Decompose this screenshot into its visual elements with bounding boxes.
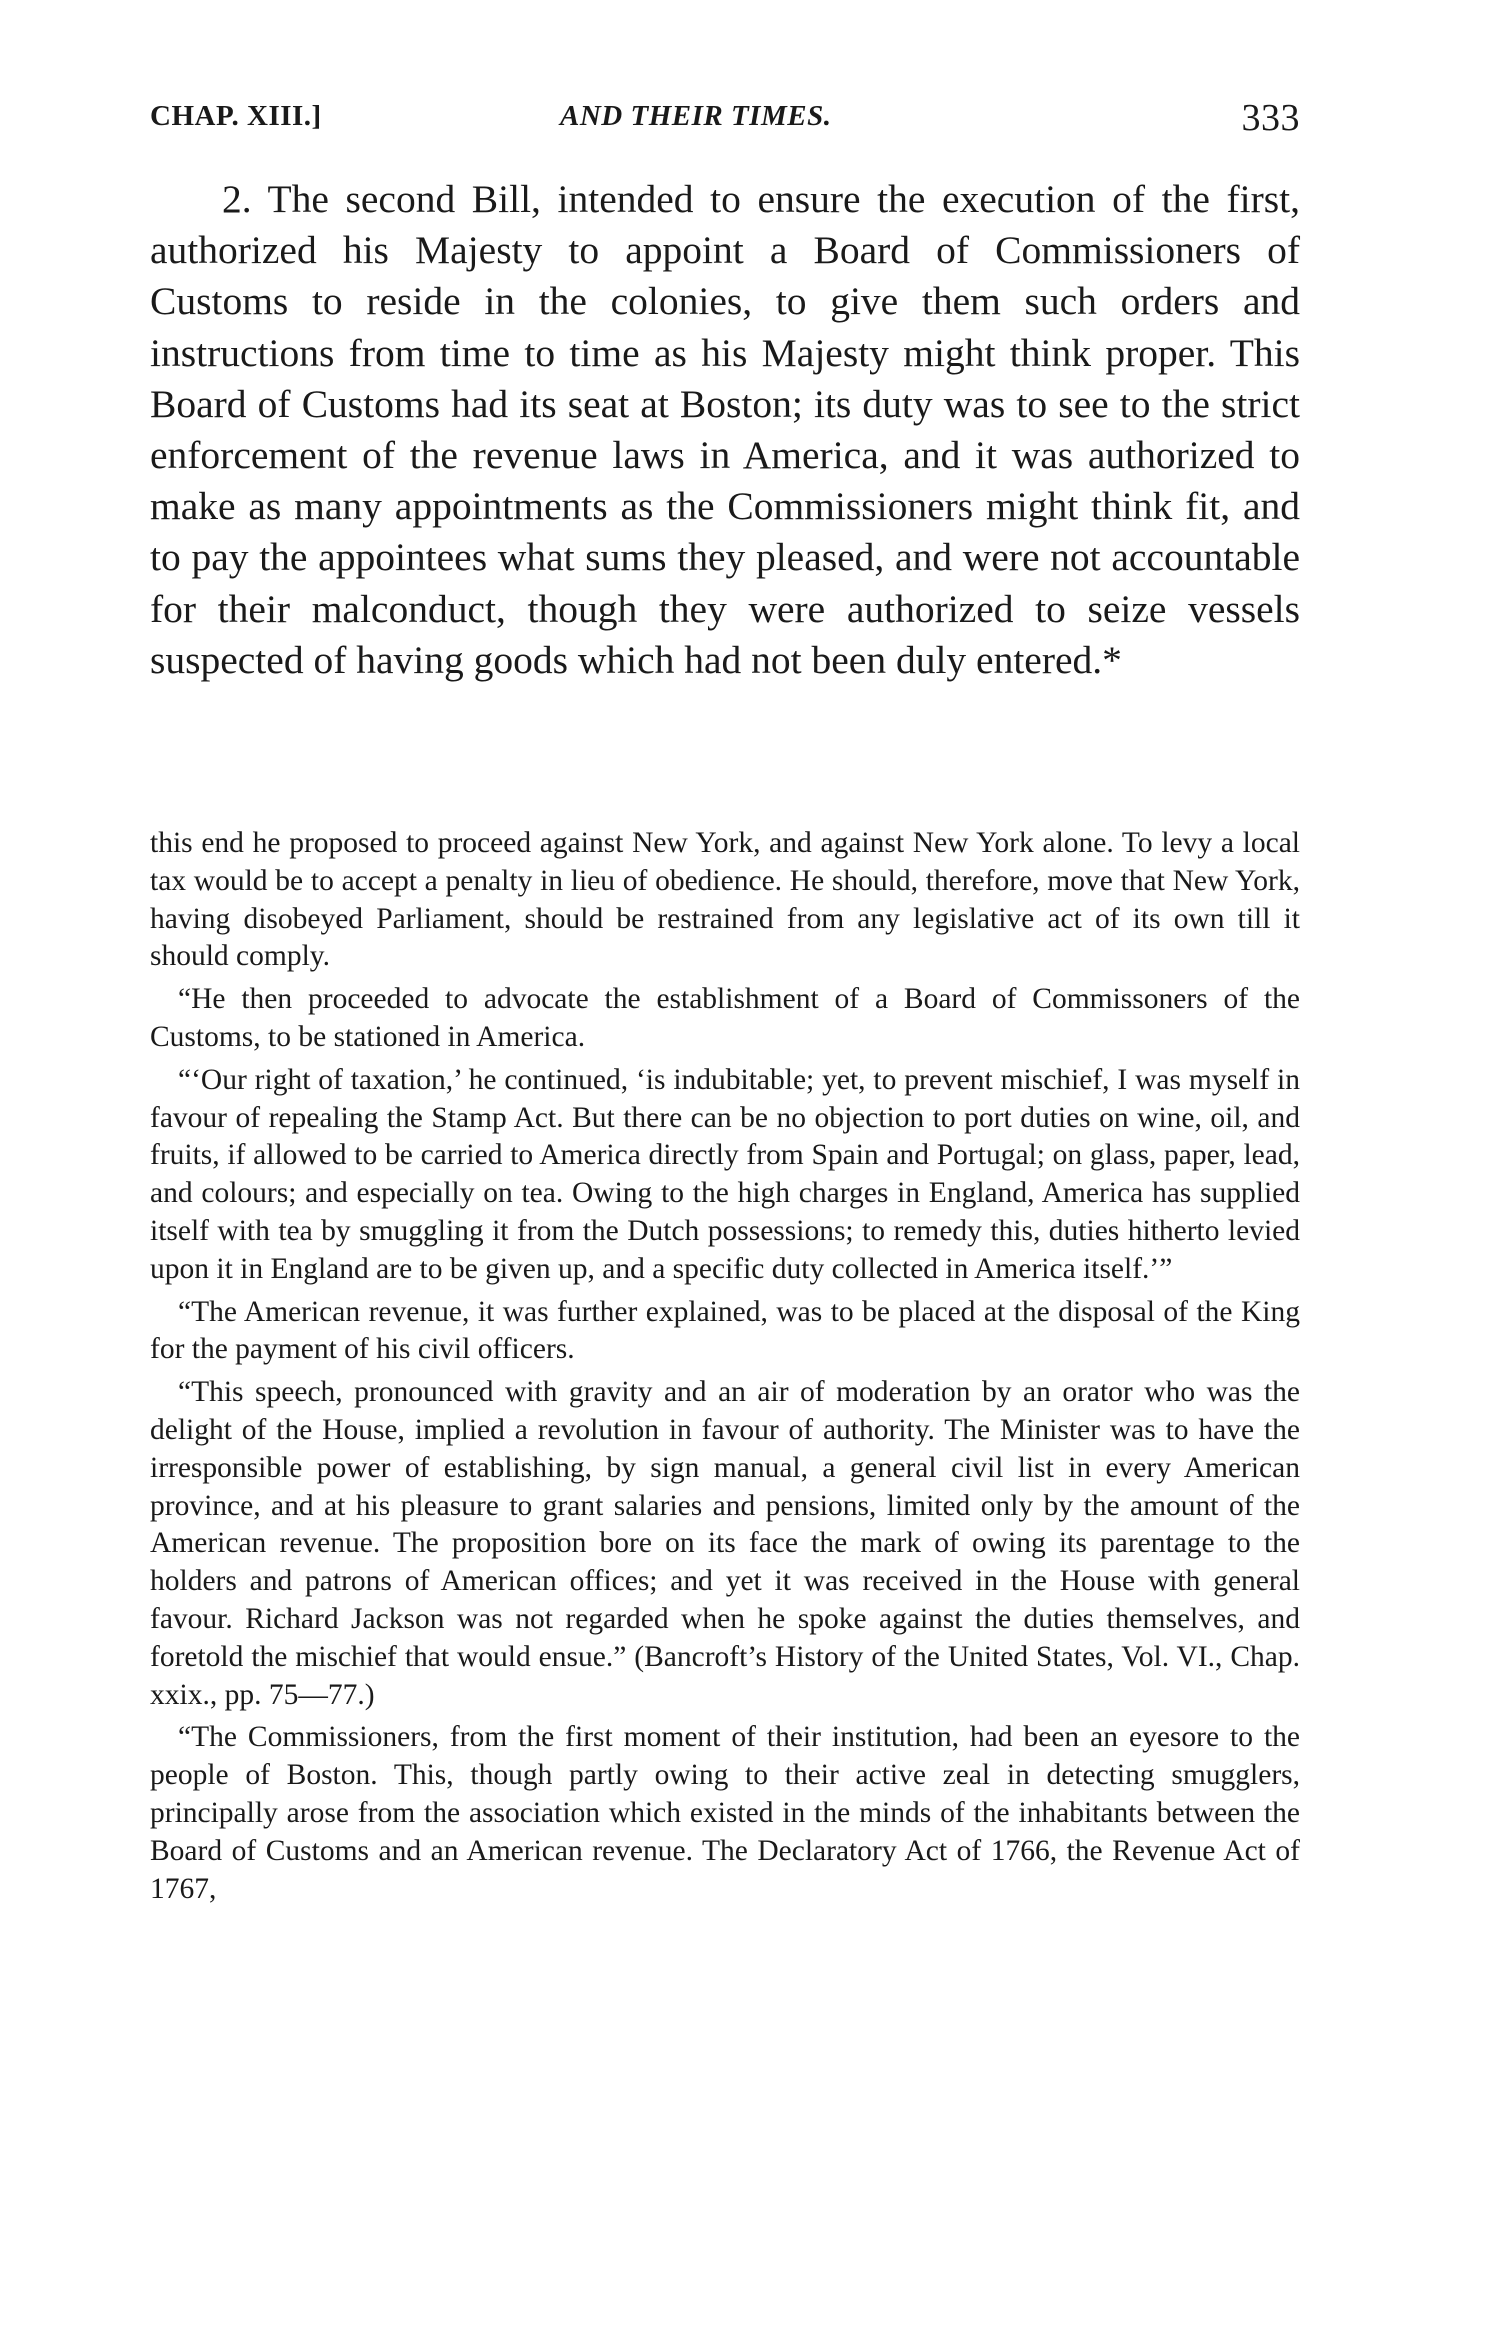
footnote-paragraph: “The American revenue, it was further explained, was to be placed at the disposal of the King for the payment of his civil officers.: [150, 1295, 1300, 1366]
main-paragraph: 2. The second Bill, intended to ensure the execution of the first, authorized his Majesty to appoint a Board of Commissioners of Customs to reside in the colonies, to give them such orders and instructions from time to time as his Majesty might think proper. This Board of Customs had its seat at Boston; its duty was to see to the strict enforcement of the revenue laws in America, and it was authorized to make as many appointments as the Commissioners might think fit, and to pay the appointees what sums they pleased, and were not accountable for their malconduct, though they were authorized to seize vessels suspected of having goods which had not been duly entered.*: [150, 177, 1300, 682]
footnote-paragraph: “The Commissioners, from the first moment of their institution, had been an eyesore to the people of Boston. This, though partly owing to their active zeal in detecting smugglers, principally arose from the association which existed in the minds of the inhabitants between the Board of Customs and an American revenue. The Declaratory Act of 1766, the Revenue Act of 1767,: [150, 1721, 1300, 1905]
page-number: 333: [1241, 97, 1300, 139]
chapter-heading: CHAP. XIII.]: [150, 100, 322, 132]
footnote-paragraph: “This speech, pronounced with gravity and an air of moderation by an orator who was the delight of the House, implied a revolution in favour of authority. The Minister was to have the irresponsible power of establishing, by sign manual, a general civil list in every American province, and at his pleasure to grant salaries and pensions, limited only by the amount of the American revenue. The proposition bore on its face the mark of owing its parentage to the holders and patrons of American offices; and yet it was received in the House with general favour. Richard Jackson was not regarded when he spoke against the duties themselves, and foretold the mischief that would ensue.” (Bancroft’s History of the United States, Vol. VI., Chap. xxix., pp. 75—77.): [150, 1376, 1300, 1711]
footnote-paragraph: this end he proposed to proceed against New York, and against New York alone. To levy a local tax would be to accept a penalty in lieu of obedience. He should, therefore, move that New York, having disobeyed Parliament, should be restrained from any legislative act of its own till it should comply.: [150, 827, 1300, 973]
footnote-paragraph: “He then proceeded to advocate the establishment of a Board of Commissoners of the Customs, to be stationed in America.: [150, 983, 1300, 1053]
footnote-paragraph: “‘Our right of taxation,’ he continued, ‘is indubitable; yet, to prevent mischief, I was myself in favour of repealing the Stamp Act. But there can be no objection to port duties on wine, oil, and fruits, if allowed to be carried to America directly from Spain and Portugal; on glass, paper, lead, and colours; and especially on tea. Owing to the high charges in England, America has supplied itself with tea by smuggling it from the Dutch possessions; to remedy this, duties hitherto levied upon it in England are to be given up, and a specific duty collected in America itself.’”: [150, 1063, 1300, 1285]
running-title: AND THEIR TIMES.: [560, 100, 832, 132]
footnote-block: [150, 825, 1300, 1913]
running-head: [150, 97, 1300, 148]
